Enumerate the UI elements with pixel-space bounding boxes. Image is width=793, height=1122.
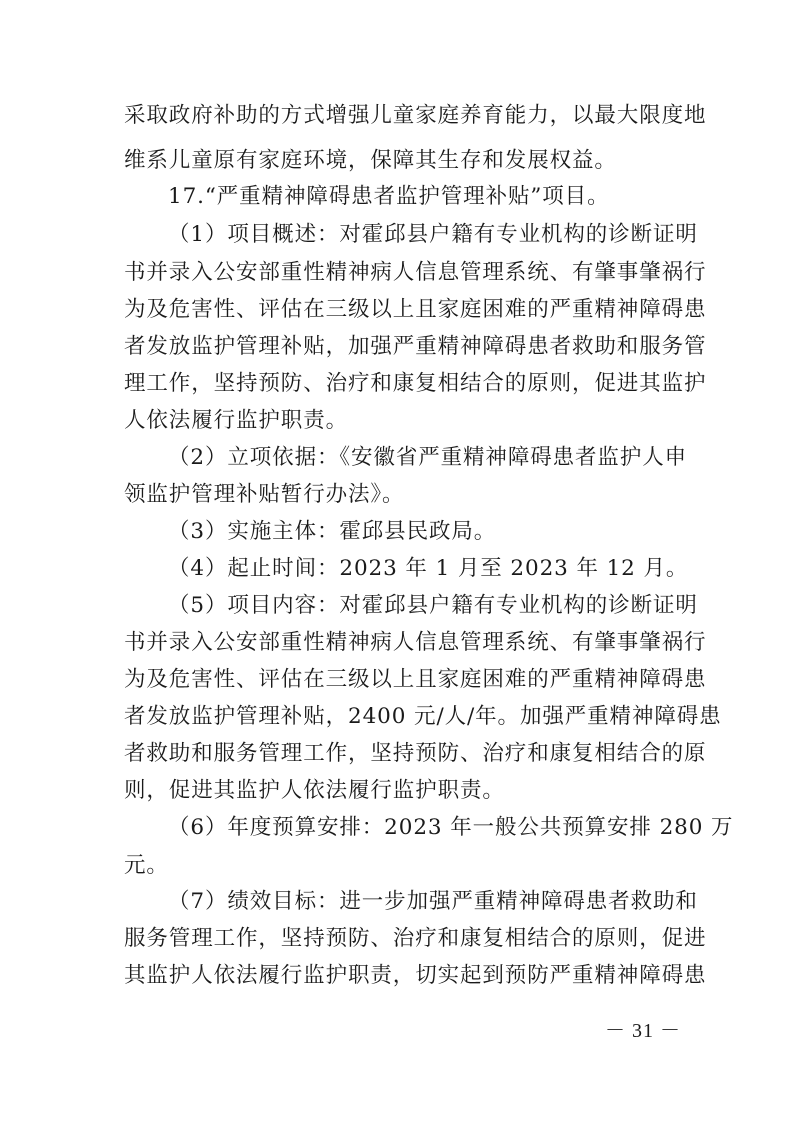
item-5-line-2: 书并录入公安部重性精神病人信息管理系统、有肇事肇祸行 — [124, 630, 707, 655]
item-4-period: （4）起止时间：2023 年 1 月至 2023 年 12 月。 — [168, 556, 689, 581]
item-6-line-2: 元。 — [124, 853, 169, 878]
item-7-line-1: （7）绩效目标：进一步加强严重精神障碍患者救助和 — [168, 889, 698, 914]
item-2-line-2: 领监护管理补贴暂行办法》。 — [124, 482, 405, 507]
item-1-line-4: 者发放监护管理补贴，加强严重精神障碍患者救助和服务管 — [124, 334, 707, 359]
item-2-line-1: （2）立项依据：《安徽省严重精神障碍患者监护人申 — [168, 445, 688, 470]
section-heading: 17.“严重精神障碍患者监护管理补贴”项目。 — [168, 184, 610, 209]
item-1-line-1: （1）项目概述：对霍邱县户籍有专业机构的诊断证明 — [168, 222, 698, 247]
item-1-line-2: 书并录入公安部重性精神病人信息管理系统、有肇事肇祸行 — [124, 260, 707, 285]
item-5-line-3: 为及危害性、评估在三级以上且家庭困难的严重精神障碍患 — [124, 667, 707, 692]
item-1-line-3: 为及危害性、评估在三级以上且家庭困难的严重精神障碍患 — [124, 297, 707, 322]
page-number: － 31 － — [605, 1020, 681, 1042]
item-6-line-1: （6）年度预算安排：2023 年一般公共预算安排 280 万 — [168, 815, 734, 840]
item-7-line-2: 服务管理工作，坚持预防、治疗和康复相结合的原则，促进 — [124, 926, 707, 951]
item-5-line-1: （5）项目内容：对霍邱县户籍有专业机构的诊断证明 — [168, 593, 698, 618]
item-3-executor: （3）实施主体：霍邱县民政局。 — [168, 519, 497, 544]
intro-line-2: 维系儿童原有家庭环境，保障其生存和发展权益。 — [124, 148, 617, 173]
item-7-line-3: 其监护人依法履行监护职责，切实起到预防严重精神障碍患 — [124, 963, 707, 988]
item-5-line-4: 者发放监护管理补贴，2400 元/人/年。加强严重精神障碍患 — [124, 704, 722, 729]
item-1-line-5: 理工作，坚持预防、治疗和康复相结合的原则，促进其监护 — [124, 371, 707, 396]
intro-line-1: 采取政府补助的方式增强儿童家庭养育能力，以最大限度地 — [124, 103, 707, 128]
item-5-line-6: 则，促进其监护人依法履行监护职责。 — [124, 778, 505, 803]
item-5-line-5: 者救助和服务管理工作，坚持预防、治疗和康复相结合的原 — [124, 741, 707, 766]
item-1-line-6: 人依法履行监护职责。 — [124, 408, 349, 433]
